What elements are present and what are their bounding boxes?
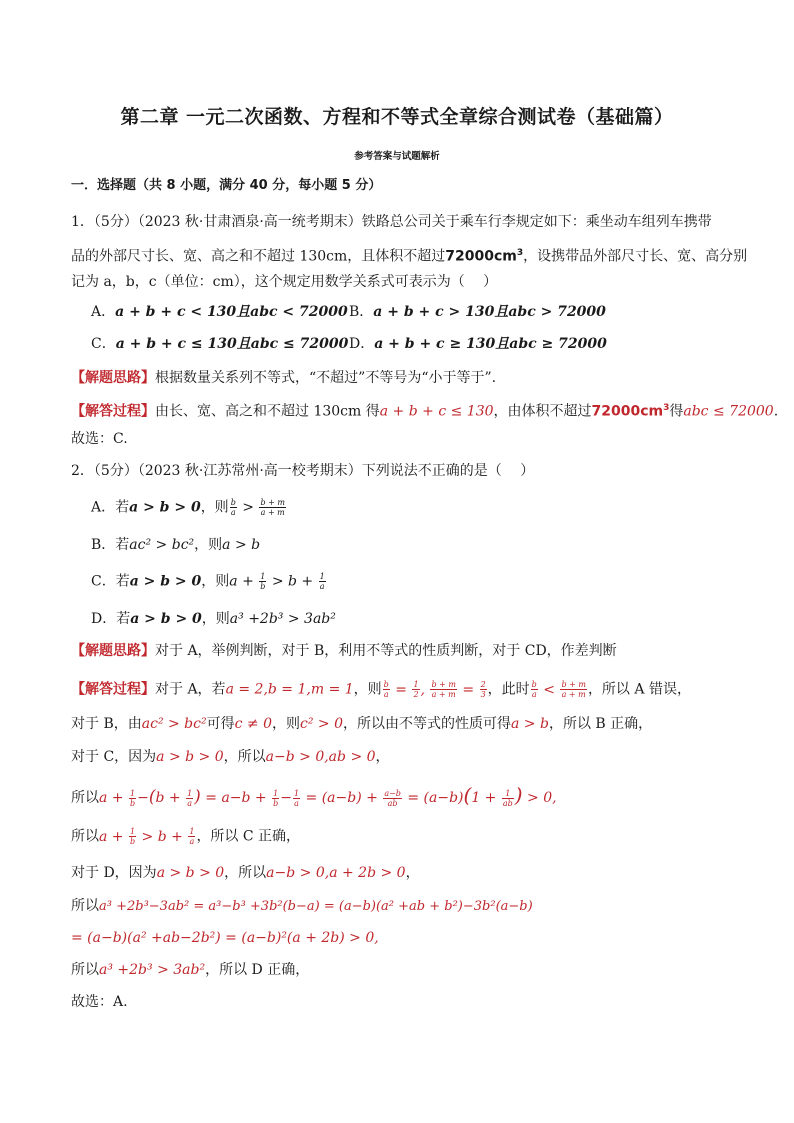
process-text: 对于 A，若	[155, 681, 226, 698]
option-text: a + b + c < 130且abc < 72000	[115, 304, 348, 320]
process-text: ，所以 C 正确，	[196, 828, 301, 845]
q1-option-c[interactable]	[91, 335, 348, 353]
math-expr: a > b > 0	[129, 499, 201, 516]
q2-idea	[71, 642, 617, 660]
q1-answer: 故选：C.	[71, 431, 128, 447]
q1-volume: 72000cm	[445, 248, 517, 265]
process-text: ，此时	[487, 681, 530, 698]
idea-text: 根据数量关系列不等式，“不超过”不等号为“小于等于”.	[155, 370, 497, 386]
process-text: 得	[669, 403, 684, 420]
math-expr: c ≠ 0	[234, 716, 272, 732]
q1-stem-text: 品的外部尺寸长、宽、高之和不超过 130cm，且体积不超过	[71, 248, 446, 265]
option-text: a + b + c ≥ 130且abc ≥ 72000	[374, 336, 607, 352]
q2-process-line3	[71, 748, 390, 766]
process-text: ，所以 D 正确，	[205, 962, 310, 978]
q2-option-b[interactable]	[91, 536, 260, 554]
process-text: ，则	[353, 681, 382, 698]
idea-tag: 【解题思路】	[71, 643, 155, 659]
math-expr: abc ≤ 72000	[683, 403, 774, 420]
option-text: a + b + c > 130且abc > 72000	[373, 304, 606, 320]
math-expr: a³ +2b³ > 3ab²	[229, 611, 336, 627]
q2-process-line9	[71, 961, 309, 979]
idea-tag: 【解题思路】	[71, 370, 155, 386]
q1-idea	[71, 369, 496, 387]
option-text: D．若	[91, 611, 131, 627]
idea-text: 对于 A，举例判断，对于 B，利用不等式的性质判断，对于 CD，作差判断	[155, 643, 617, 659]
option-text: B．若	[91, 537, 130, 553]
q1-option-b[interactable]	[349, 303, 606, 321]
math-expr: a > b	[511, 716, 549, 732]
process-text: ，所以 A 错误，	[587, 681, 691, 698]
process-text: ，则	[272, 716, 300, 732]
option-label: C．	[91, 336, 116, 352]
process-text: 对于 D，因为	[71, 865, 157, 881]
math-expr: a−b > 0,ab > 0	[265, 749, 376, 765]
math-expr: c² > 0	[300, 716, 343, 732]
q1-option-d[interactable]	[349, 335, 607, 353]
option-text: C．若	[91, 573, 130, 590]
process-tag: 【解答过程】	[71, 681, 155, 698]
process-text: ，所以由不等式的性质可得	[343, 716, 511, 732]
process-text: ，所以 B 正确，	[548, 716, 653, 732]
process-text: ，由体积不超过	[493, 403, 592, 420]
option-label: A．	[91, 304, 116, 320]
q2-process-line4: 所以a + $\frac{1}{b}$ −(b + $\frac{1}{a}$ ) = a−b + $\frac{1}{b}$ − $\frac{1}{a}$ = (a−b) + $\frac{a-b}{ab}$ = (a−b)(1 + $\frac{1}{ab}$ ) > 0,	[71, 783, 557, 808]
q2-answer: 故选：A.	[71, 994, 128, 1010]
option-text: ，则	[201, 611, 230, 627]
option-text: a + b + c ≤ 130且abc ≤ 72000	[115, 336, 349, 352]
process-text: ，所以	[224, 865, 267, 881]
q2-option-c[interactable]: C．若a > b > 0，则a + $\frac{1}{b}$ > b + $\frac{1}{a}$	[91, 572, 325, 591]
math-expr: a³ +2b³−3ab² = a³−b³ +3b²(b−a) = (a−b)(a² +ab + b²)−3b²(a−b)	[99, 899, 533, 914]
q1-stem-text2: ，设携带品外部尺寸长、宽、高分别	[523, 248, 748, 265]
process-text: 所以	[71, 898, 99, 914]
process-text: 所以	[71, 828, 99, 845]
process-tag: 【解答过程】	[71, 403, 155, 420]
option-text: ，则	[200, 499, 229, 516]
process-text: 可得	[206, 716, 235, 732]
q2-process-line1: 【解答过程】对于 A，若a = 2,b = 1,m = 1，则 $\frac{b}{a}$ = $\frac{1}{2}$ , $\frac{b + m}{a + m}$ = $\frac{2}{3}$ ，此时 $\frac{b}{a}$ < $\frac{b + m}{a + m}$ ，所以 A 错误，	[71, 680, 691, 699]
math-expr: ac² > bc²	[129, 537, 195, 553]
process-text: 对于 B，由	[71, 716, 142, 732]
option-label: B．	[349, 304, 374, 320]
math-expr: 72000cm	[591, 403, 664, 420]
process-text: 由长、宽、高之和不超过 130cm 得	[155, 403, 380, 420]
page-subtitle: 参考答案与试题解析	[354, 151, 440, 162]
math-expr: a = 2,b = 1,m = 1	[225, 681, 354, 698]
math-expr: a + b + c ≤ 130	[379, 403, 494, 420]
q2-process-line2	[71, 715, 652, 733]
q1-stem-line2: 品的外部尺寸长、宽、高之和不超过 130cm，且体积不超过$72000cm^3$，设携带品外部尺寸长、宽、高分别	[71, 248, 748, 265]
q2-process-line5: 所以a + $\frac{1}{b}$ > b + $\frac{1}{a}$ ，所以 C 正确，	[71, 827, 301, 846]
process-text: 对于 C，因为	[71, 749, 157, 765]
q2-stem: 2．（5分）（2023 秋·江苏常州·高一校考期末）下列说法不正确的是（ ）	[71, 463, 535, 479]
q1-option-a[interactable]	[91, 303, 348, 321]
section-heading: 一．选择题（共 8 小题，满分 40 分，每小题 5 分）	[71, 178, 382, 193]
math-expr: = (a−b)(a² +ab−2b²) = (a−b)²(a + 2b) > 0,	[71, 930, 379, 946]
process-text: ，	[375, 749, 390, 765]
math-expr: a > b > 0	[129, 573, 202, 590]
math-expr: a > b > 0	[156, 865, 225, 881]
math-expr: a > b	[222, 537, 261, 553]
q2-process-line6	[71, 864, 420, 882]
math-expr: a−b > 0,a + 2b > 0	[266, 865, 406, 881]
option-label: D．	[349, 336, 375, 352]
process-text: .	[773, 403, 779, 420]
option-text: A．若	[91, 499, 130, 516]
q2-process-line8	[71, 929, 379, 947]
process-text: 所以	[71, 962, 99, 978]
q2-option-a[interactable]: A．若a > b > 0，则 $\frac{b}{a}$ > $\frac{b + m}{a + m}$	[91, 498, 285, 517]
q2-process-line7	[71, 897, 533, 916]
q1-stem-line1: 1．（5分）（2023 秋·甘肃酒泉·高一统考期末）铁路总公司关于乘车行李规定如下：乘坐动车组列车携带	[71, 214, 712, 230]
page-title: 第二章 一元二次函数、方程和不等式全章综合测试卷（基础篇）	[120, 106, 674, 128]
option-text: ，则	[194, 537, 223, 553]
q2-option-d[interactable]	[91, 610, 336, 628]
q1-process: 【解答过程】由长、宽、高之和不超过 130cm 得a + b + c ≤ 130，由体积不超过$72000cm^3$得abc ≤ 72000.	[71, 403, 779, 420]
process-text: ，所以	[223, 749, 266, 765]
process-text: 所以	[71, 790, 99, 806]
math-expr: a > b > 0	[156, 749, 224, 765]
math-expr: ac² > bc²	[141, 716, 207, 732]
option-text: ，则	[201, 573, 230, 590]
process-text: ，	[405, 865, 420, 881]
q1-stem-line3: 记为 a，b，c（单位：cm），这个规定用数学关系式可表示为（ ）	[71, 274, 498, 290]
math-expr: a³ +2b³ > 3ab²	[99, 962, 206, 978]
math-expr: a > b > 0	[130, 611, 202, 627]
